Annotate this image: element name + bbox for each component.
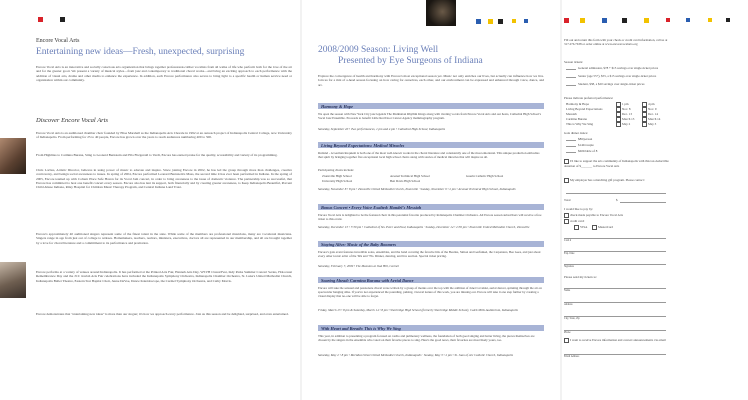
participating-label: Participating choirs include:: [318, 168, 354, 172]
quantity-blank[interactable]: [566, 69, 576, 70]
blue-square-accent: [524, 19, 528, 23]
red-square-accent: [564, 18, 569, 23]
dark-square-accent: [498, 19, 503, 24]
event-description: Rutland - A German Requiem is both one of the most well-known works in the choral literature and consistently one of the most emotional. This unique production embodies that spirit by bringing together five exceptional local high school choirs along with stories of medical miracles that will inspire us all.: [318, 151, 540, 159]
red-square-accent: [38, 17, 43, 22]
performance-name: Messiah: [566, 112, 577, 116]
event-title: Soaring Ahead: Carmina Burana with Aerial Dance: [321, 277, 414, 283]
dark-square-accent: [60, 17, 65, 22]
discover-paragraph-6: Encore demonstrates that "entertaining new ideas" is more than our slogan; it's how we approach every performance. Join us this season and be delighted, surprised, and even entertained.: [36, 312, 289, 316]
checkbox[interactable]: [642, 122, 647, 127]
field-label: Name: [564, 289, 571, 292]
event-band: [318, 277, 544, 283]
yellow-square-accent: [580, 18, 585, 23]
performance-option-a[interactable]: 1 pm: [616, 102, 628, 107]
event-description: This year, in addition to presenting a program focused on cardio and pulmonary wellness, the foundation of both good singing and better living, the pieces themselves are chosen by the singers in the ensemble who voted on their favorite pieces to sing. Here's the good news, their favorites are most likely yours, too.: [318, 334, 535, 342]
signature-field[interactable]: [564, 264, 666, 265]
performance-option-a[interactable]: Dec. 13: [616, 112, 632, 117]
blue-square-accent: [686, 18, 690, 22]
performance-option-b[interactable]: Nov. 9: [642, 107, 656, 112]
quantity-blank[interactable]: [566, 85, 576, 86]
field-label: Email Address: [564, 355, 580, 358]
event-description: Encore's gala event features incredible solos, ensembles, and the band covering the favorite hits of the Beatles, Simon and Garfunkel, the Carpenters, Bee Gees, and just about every other iconic artist of the '60s and '70s. Dinner, dancing, and live auction. Special ticket pricing.: [318, 250, 541, 258]
checkbox[interactable]: [564, 178, 569, 183]
event-title: Living Beyond Expectations: Medical Miracles: [321, 142, 405, 148]
ticket-option: Student, $38, a $20 savings over single-ticket prices: [578, 82, 645, 86]
event-band: [318, 142, 544, 148]
employer-match-option[interactable]: My employer has a matching gift program. Please contact:: [564, 178, 670, 183]
event-date: Saturday, December 13 • 7:30 pm • Cathedral of Sts. Peter and Paul, Indianapolis · Sunday, December 14 • 2:30 pm • Zionsville United Methodist Church, Zionsville: [318, 225, 530, 229]
season-intro: Explore the convergence of health and harmony with Encore's most exceptional season yet. Music not only enriches our lives, but actually can influence how we live. Join us for a mix of a-head season focusing on how caring for ourselves, each other, and our environment can be expressed and enhanced through voice, dance, and art.: [318, 74, 544, 87]
field-label: Phone: [564, 331, 571, 334]
order-instructions: Fill out and return this form with your check or credit card information, call us at 317.276.7638 or order online at www.encorevocalarts.org: [564, 38, 668, 46]
exp-date-field[interactable]: [564, 251, 666, 252]
mastercard-option[interactable]: MasterCard: [592, 225, 613, 230]
performance-name: Living Beyond Expectations: [566, 107, 603, 111]
event-title: Staying Alive: Music of the Baby Boomers: [321, 241, 397, 247]
gala-option: $600/table of 8: [578, 149, 598, 153]
yellow-square-accent: [512, 19, 516, 23]
ticket-option: Senior (age 55+), $55, a $15 savings over single-ticket prices: [578, 74, 657, 78]
director-portrait-photo: [0, 138, 26, 174]
performance-option-a[interactable]: Nov. 8: [616, 107, 630, 112]
performance-name: Carmina Burana: [566, 117, 587, 121]
field-label: Address: [564, 303, 573, 306]
checkbox[interactable]: [616, 122, 621, 127]
event-description: We open the season with New York City jazz legends The Manhattan Rhythm Kings along with riveting vocals from Encore Vocal Arts and our hosts, Cathedral High School's Vocal Jazz Ensemble. Proceeds to benefit Little Red Door Cancer Agency mammography program.: [318, 112, 541, 120]
phone-field[interactable]: [564, 330, 666, 331]
dark-square-accent: [622, 18, 627, 23]
pay-label: I would like to pay by:: [564, 207, 593, 211]
dark-square-accent: [726, 18, 730, 22]
event-date: Saturday, February 7, 2009 • The Mansion at Oak Hill, Carmel: [318, 264, 399, 268]
performance-name: Harmony & Hope: [566, 102, 590, 106]
brochure-center-page: [302, 0, 560, 400]
performer-photo: [426, 0, 456, 26]
event-band: [318, 241, 544, 247]
blue-square-accent: [476, 19, 481, 24]
performance-name: This is Why We Sing: [566, 122, 594, 126]
event-title: Harmony & Hope: [321, 103, 353, 109]
visa-option[interactable]: VISA: [574, 225, 587, 230]
checkbox[interactable]: [564, 338, 569, 343]
total-label: Total: [564, 198, 571, 202]
event-date: Friday, March 13 • 8 pm & Saturday, March 14 • 8 pm • Shortridge High School (formerly Shortridge Middle School), Caleb Mills Auditorium, Indianapolis: [318, 308, 518, 312]
employer-contact-line[interactable]: [566, 193, 666, 194]
quantity-blank[interactable]: [566, 77, 576, 78]
discover-heading: Discover Encore Vocal Arts: [36, 117, 109, 124]
choir-item: Arsenal Technical High School: [390, 174, 430, 178]
event-band: [318, 103, 544, 109]
email-opt-in-option[interactable]: I want to receive Encore information and concert announcements via email: [564, 338, 670, 343]
yellow-square-accent: [708, 18, 712, 22]
quantity-blank[interactable]: [566, 146, 576, 147]
checkbox[interactable]: [592, 225, 597, 230]
address-field[interactable]: [564, 302, 666, 303]
choir-item: Zionsville High School: [322, 174, 352, 178]
order-form-page: [562, 0, 748, 400]
discover-paragraph-1: Encore Vocal Arts is an auditioned chamber choir founded by Elise Marshall as the Indianapolis Arts Chorale in 1992 at an outreach project of Indianapolis Central College, now University of Indianapolis. From performing for 25 to 40 people, Encore has grown over the years to reach audiences numbering 400 to 500.: [36, 131, 292, 140]
checkbox[interactable]: [574, 225, 579, 230]
gala-option: $80/person: [578, 137, 593, 141]
ticket-option: General admission, $78 + $15 savings over single-ticket prices: [578, 66, 659, 70]
event-date: Saturday, May 2 • 8 pm • Meridian Street United Methodist Church, Indianapolis · Sunday, May 3 • 2 pm • St. Joan of Arc Catholic Church, Indianapolis: [318, 353, 513, 357]
blue-square-accent: [602, 18, 607, 23]
singer-photo: [0, 262, 26, 298]
performance-option-a[interactable]: March 13: [616, 117, 634, 122]
quantity-blank[interactable]: [566, 152, 576, 153]
yellow-square-accent: [488, 19, 493, 24]
performance-option-b[interactable]: 4 pm: [642, 102, 654, 107]
event-title: Bonus Concert • Every Voice Exalted: Handel's Messiah: [321, 204, 422, 210]
card-number-field[interactable]: [564, 238, 666, 239]
choir-item: Ben Davis High School: [390, 179, 421, 183]
field-label: Card #: [564, 239, 571, 242]
discover-paragraph-4: Encore's approximately 40 auditioned singers represent some of the finest talent in the state. While some of the members are professional musicians, many are vocational musicians. Singers range in age from just out of college to retirees. Homemakers, teachers, realtors, ministers, executives, doctors all are represented in our membership, and all are brought together by a love for choral literature and a commitment to its performance and promotion.: [36, 232, 292, 245]
quantity-blank[interactable]: [566, 140, 576, 141]
event-band: [318, 204, 544, 210]
discover-paragraph-2: From Highlites to Carmina Burana, Sting to Leonard Bernstein and Ella Fitzgerald to Verdi, Encore has earned praise for the quality, accessibility and variety of its programming.: [36, 153, 278, 157]
event-band: [318, 325, 544, 331]
field-label: Exp. Date: [564, 252, 575, 255]
season-sponsor: Presented by Eye Surgeons of Indiana: [338, 56, 483, 66]
event-date: Saturday, November 8 • 8 pm • Zionsville United Methodist Church, Zionsville · Sunday, November 9 • 2 pm • Arsenal Technical High School, Indianapolis: [318, 187, 516, 191]
choir-item: Guerin Catholic High School: [466, 174, 504, 178]
field-label: City, State, Zip: [564, 317, 580, 320]
email-field[interactable]: [564, 354, 666, 355]
performance-option-b[interactable]: Dec. 14: [642, 112, 658, 117]
red-square-accent: [666, 18, 670, 22]
tagline: Entertaining new ideas—Fresh, unexpected, surprising: [36, 47, 245, 57]
pay-by-check-option[interactable]: check made payable to Encore Vocal Arts: [564, 213, 670, 218]
event-description: Encore Vocal Arts is delighted to be the featured choir in this perennial favorite produced by Indianapolis Chamber Orchestra. All Encore season subscribers will receive a free ticket to this event.: [318, 213, 542, 221]
performance-option-a[interactable]: May 2: [616, 122, 630, 127]
preferred-performance-label: Please indicate preferred performance:: [564, 96, 614, 100]
total-amount-line[interactable]: [620, 202, 666, 203]
intro-paragraph: Encore Vocal Arts is an innovative and socially conscious arts organization that brings together professional-caliber vocalists from all walks of life who perform both for the love of the art and for the greater good. We present a variety of musical styles—from jazz and contemporary to traditional choral works—and bring an exciting approach to each performance with the addition of visual arts, drama and other media to enhance the experience. In addition, each Encore performance also serves to bring light to a specific health or human service need or organization within our community.: [36, 65, 292, 82]
performance-option-b[interactable]: March 14: [642, 117, 660, 122]
event-title: With Heart and Breath: This is Why We Sing: [321, 325, 401, 331]
gala-option: $140/couple: [578, 143, 594, 147]
donation-option[interactable]: I'd like to support the arts community of Indianapolis with this tax-deductible donation of $_______ to Encore Vocal Arts: [564, 159, 669, 168]
field-label: Signature: [564, 265, 574, 268]
checkbox[interactable]: [564, 213, 569, 218]
event-date: Saturday, September 20 • Two performances, 1 pm and 4 pm • Cathedral High School, Indianapolis: [318, 127, 446, 131]
season-title: 2008/2009 Season: Living Well: [318, 45, 439, 55]
checkbox[interactable]: [564, 219, 569, 224]
brochure-left-page: [0, 0, 300, 400]
discover-paragraph-3: Chris Lorbus, Artistic Director, believes in using power of music to educate and inspire. Since joining Encore in 2002, he has led the group through more than challenges, creative controversy, and benign social awareness to issues. In spring of 2004, Encore performed Leonard Bernstein's Mass, the second time it has ever been performed in Indiana. In the spring of 2005, Encore teamed up with Coburn Place Safe Haven for its Vocal Jam concert, in order to bring awareness to the issue of domestic violence. The partnership was so successful, that Encore has committed to host one benefit concert every season. Encore also has lent its support, both financially and by creating greater awareness, to Keep Indianapolis Beautiful, Prevent Child Abuse Indiana, Riley Hospital for Children Music Therapy Program, and Central Indiana Land Trust.: [36, 168, 292, 190]
season-tickets-label: Season tickets:: [564, 60, 584, 64]
performance-option-b[interactable]: May 3: [642, 122, 656, 127]
discover-paragraph-5: Encore performs at a variety of venues around Indianapolis. It has performed at the Printed Arts Fair, Hannah Arts Day, WSVH ClassicFest, Indy Parks Summer Concert Series, Holocaust Remembrance Day and the JCC Jewish Arts Fair celebrations have included the Indianapolis Symphony Orchestra, Indianapolis Chamber Orchestra, St. Luke's United Methodist Church, Indianapolis Ballet Theatre, Eastern Star Baptist Choir, Jeune DeVoe, Dance Kaleidoscope, the Carmel Symphony Orchestra, and Cathy Morris.: [36, 270, 292, 283]
name-field[interactable]: [564, 288, 666, 289]
pay-by-card-option[interactable]: credit card:: [564, 219, 584, 224]
event-description: Encore will take the sensual and passionate choral verse written by a group of monks over the top with the addition of Janet Covalski, aerial dancer, spinning through the air on spectacular hanging silks. If you've not experienced the pounding, pulsing, visceral nature of this work, you are missing out. Encore will take it one step further by creating a visual display that no-one will be able to forget.: [318, 286, 542, 298]
choir-item: University High School: [322, 179, 353, 183]
yellow-square-accent: [644, 18, 649, 23]
send-tickets-label: Please send my tickets to:: [564, 275, 597, 279]
gala-label: Gala dinner dance:: [564, 131, 589, 135]
total-currency: $: [616, 198, 618, 202]
org-title: Encore Vocal Arts: [36, 38, 80, 44]
